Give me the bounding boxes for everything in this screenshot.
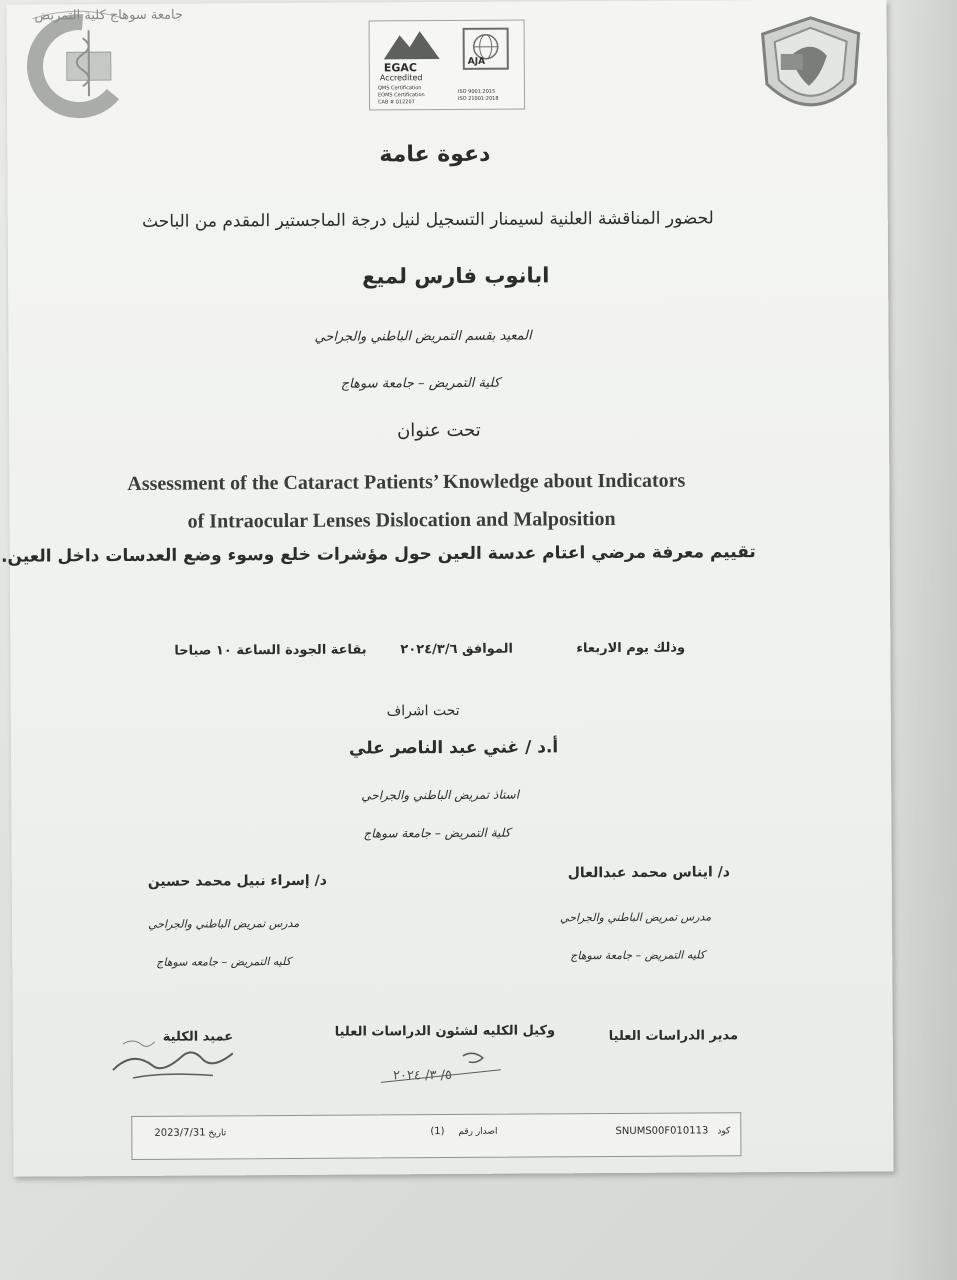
supervision-heading: تحت اشراف	[386, 702, 460, 720]
university-seal	[751, 13, 872, 126]
schedule-date: الموافق ٢٠٢٤/٣/٦	[400, 641, 513, 658]
dean-signature	[103, 1029, 253, 1090]
footer-issue-value: (1)	[430, 1126, 445, 1138]
footer-code-value: SNUMS00F010113	[615, 1125, 709, 1137]
main-supervisor-name: أ.د / غني عبد الناصر علي	[348, 737, 559, 759]
accreditation-box	[369, 20, 526, 111]
left-supervisor-role: مدرس تمريض الباطني والجراحي	[148, 916, 300, 931]
aja-logo	[454, 27, 518, 105]
postgrad-manager-label: مدير الدراسات العليا	[608, 1028, 739, 1045]
egac-mountain-icon	[376, 25, 448, 65]
invitation-intro: لحضور المناقشة العلنية لسيمنار التسجيل لنيل درجة الماجستير المقدم من الباحث	[142, 208, 714, 232]
board-shadow	[887, 0, 957, 1280]
left-supervisor-faculty: كليه التمريض – جامعه سوهاج	[156, 954, 292, 969]
researcher-name: ابانوب فارس لميع	[362, 263, 550, 289]
egac-logo	[376, 25, 448, 105]
right-supervisor-role: مدرس تمريض الباطني والجراحي	[559, 910, 712, 925]
egac-line-1: QMS Certification	[377, 85, 422, 92]
egac-title: EGAC	[383, 61, 418, 75]
handwritten-date: ٥/ ٣/ ٢٠٢٤	[392, 1067, 452, 1084]
egac-sub: Accredited	[379, 73, 423, 83]
left-supervisor-name: د/ إسراء نبيل محمد حسين	[147, 872, 327, 890]
aja-line-2: ISO 21001:2018	[457, 95, 499, 102]
main-supervisor-faculty: كلية التمريض – جامعة سوهاج	[363, 825, 511, 841]
egac-line-3: CAB # 012207	[378, 99, 415, 106]
schedule-day: وذلك يوم الاربعاء	[576, 640, 686, 657]
footer-issue-label: اصدار رقم	[458, 1126, 498, 1137]
dean-label: عميد الكلية	[162, 1029, 234, 1045]
aja-title: AJA	[467, 56, 486, 67]
faculty-logo	[12, 8, 143, 121]
under-title-label: تحت عنوان	[396, 419, 481, 442]
footer-date-value: 2023/7/31	[154, 1127, 206, 1139]
researcher-faculty: كلية التمريض – جامعة سوهاج	[340, 375, 500, 392]
thesis-title-ar: تقييم معرفة مرضي اعتام عدسة العين حول مؤشرات خلع وسوء وضع العدسات داخل العين.	[0, 542, 756, 567]
right-supervisor-name: د/ ايناس محمد عبدالعال	[567, 864, 731, 882]
thesis-title-en-line1: Assessment of the Cataract Patients’ Knowledge about Indicators	[127, 469, 686, 495]
footer-code-label: كود	[717, 1126, 731, 1137]
document-footer	[131, 1112, 741, 1160]
researcher-position: المعيد بقسم التمريض الباطني والجراحي	[314, 328, 532, 345]
main-supervisor-role: استاذ تمريض الباطني والجراحي	[361, 787, 520, 803]
aja-line-1: ISO 9001:2015	[457, 88, 496, 95]
footer-date-label: تاريخ	[208, 1128, 227, 1139]
egac-line-2: EOMS Certification	[377, 92, 425, 99]
faculty-logo-text: جامعة سوهاج كلية التمريض	[34, 7, 184, 24]
thesis-title-en-line2: of Intraocular Lenses Dislocation and Malposition	[187, 507, 616, 533]
right-supervisor-faculty: كليه التمريض – جامعة سوهاج	[570, 948, 705, 963]
invitation-title: دعوة عامة	[379, 141, 491, 168]
schedule-place-time: بقاعة الجودة الساعة ١٠ صباحا	[174, 642, 367, 659]
vice-dean-label: وكيل الكليه لشئون الدراسات العليا	[334, 1023, 556, 1040]
